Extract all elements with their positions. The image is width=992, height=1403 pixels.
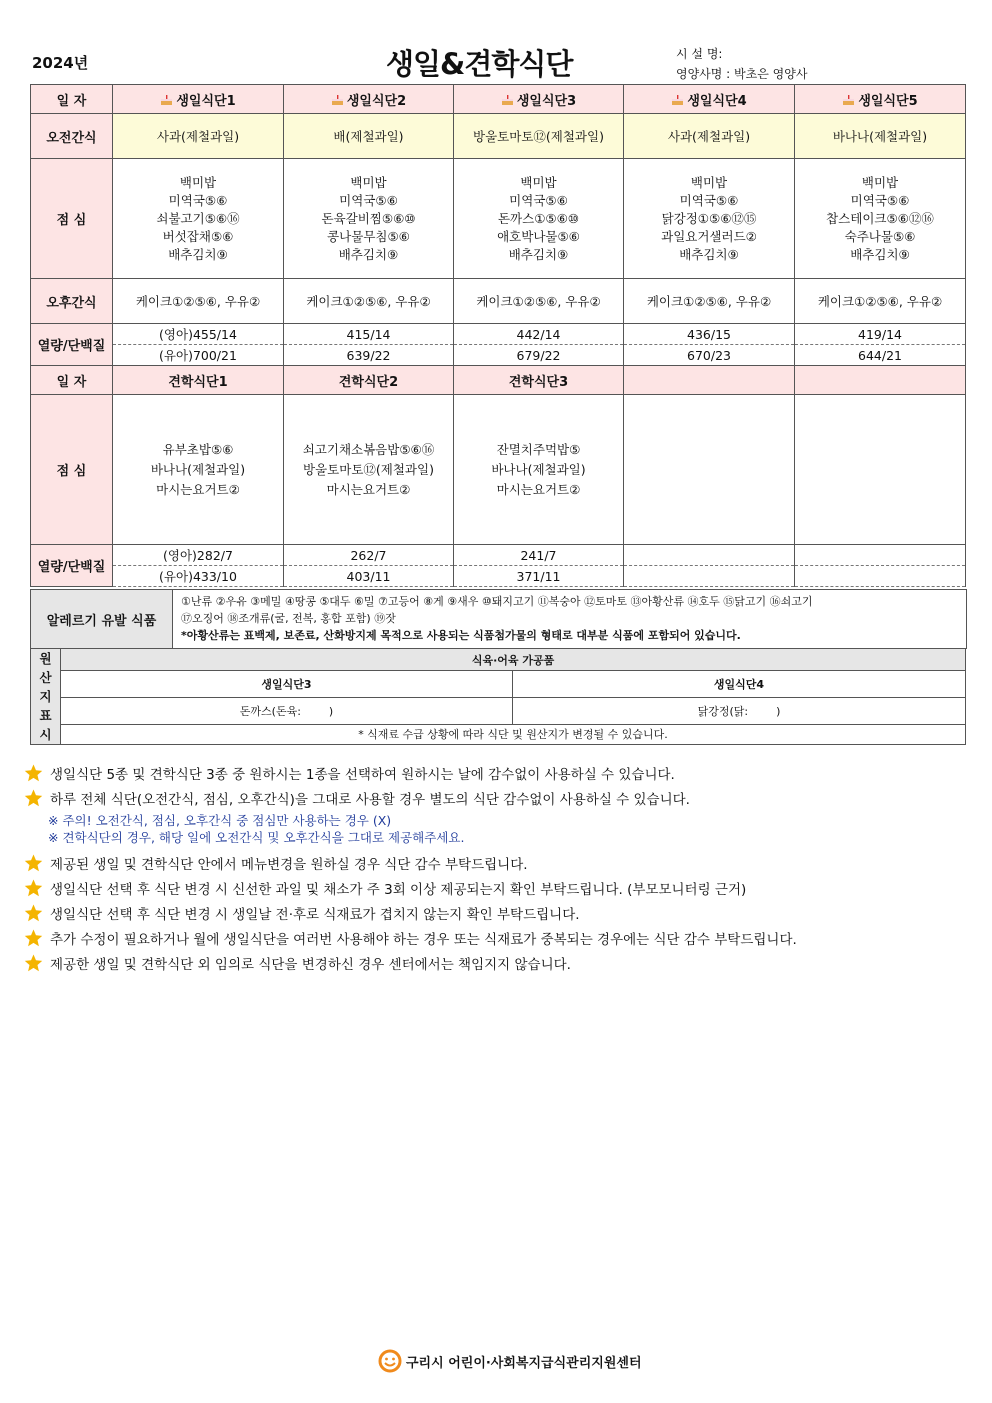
menu-item: 바나나(제철과일): [150, 461, 246, 477]
menu-item: 배추김치⑨: [679, 246, 739, 262]
kcal-cell: 436/15: [624, 324, 795, 345]
facility-name-label: 시 설 명:: [676, 47, 723, 61]
origin-right-title: 생일식단4: [513, 671, 966, 698]
lunch-cell: [795, 159, 966, 279]
allergy-line: ⑰오징어 ⑱조개류(굴, 전복, 홍합 포함) ⑲잣: [181, 612, 396, 625]
menu-item: 찹스테이크⑤⑥⑫⑯: [826, 210, 934, 226]
fieldtrip-col-3: 견학식단3: [454, 366, 624, 395]
lunch-cell: [113, 159, 284, 279]
menu-item: 백미밥: [520, 174, 557, 190]
menu-item: 닭강정①⑤⑥⑫⑮: [661, 210, 757, 226]
pm-snack-cell: 케이크①②⑤⑥, 우유②: [795, 279, 966, 324]
kcal-label: 열량/단백질: [31, 324, 113, 366]
fieldtrip-kcal-infant-row: [31, 545, 966, 566]
birthday-col-3: 생일식단3: [454, 85, 624, 114]
day-label: 일 자: [31, 85, 113, 114]
birthday-col-2: 생일식단2: [284, 85, 454, 114]
origin-item-row: [31, 698, 966, 725]
lunch-cell: [113, 395, 284, 545]
sub-note: ※ 주의! 오전간식, 점심, 오후간식 중 점심만 사용하는 경우 (X): [48, 813, 392, 828]
kcal-cell: 262/7: [284, 545, 454, 566]
menu-item: 버섯잡채⑤⑥: [162, 228, 234, 244]
kcal-cell: 415/14: [284, 324, 454, 345]
menu-item: 콩나물무침⑤⑥: [327, 228, 410, 244]
lunch-cell-empty: [795, 395, 966, 545]
menu-item: 백미밥: [350, 174, 387, 190]
allergy-line: ①난류 ②우유 ③메밀 ④땅콩 ⑤대두 ⑥밀 ⑦고등어 ⑧게 ⑨새우 ⑩돼지고기 ⑪복숭아 ⑫토마토 ⑬아황산류 ⑭호두 ⑮닭고기 ⑯쇠고기: [181, 595, 813, 608]
nutritionist-label: 영양사명 : 박초은 영양사: [676, 67, 808, 81]
pm-snack-cell: 케이크①②⑤⑥, 우유②: [454, 279, 624, 324]
origin-left-item: 돈까스(돈육: ): [61, 698, 513, 725]
menu-item: 돈육갈비찜⑤⑥⑩: [321, 210, 416, 226]
birthday-lunch-row: [31, 159, 966, 279]
menu-item: 마시는요거트②: [496, 481, 581, 497]
menu-item: 미역국⑤⑥: [168, 192, 228, 208]
menu-item: 백미밥: [861, 174, 899, 190]
cake-icon: [501, 95, 514, 106]
note-item: 추가 수정이 필요하거나 월에 생일식단을 여러번 사용해야 하는 경우 또는 식재료가 중복되는 경우에는 식단 감수 부탁드립니다.: [24, 925, 974, 950]
cake-icon: [331, 95, 344, 106]
am-snack-row: [31, 114, 966, 159]
day-label: 일 자: [31, 366, 113, 395]
center-logo-icon: [378, 1349, 402, 1373]
birthday-col-4: 생일식단4: [624, 85, 795, 114]
origin-header-row: [31, 649, 966, 671]
origin-title-row: [31, 671, 966, 698]
menu-item: 유부초밥⑤⑥: [162, 441, 234, 457]
allergy-note: *아황산류는 표백제, 보존료, 산화방지제 목적으로 사용되는 식품첨가물의 형태로 대부분 식품에 포함되어 있습니다.: [181, 629, 741, 642]
fieldtrip-col-1: 견학식단1: [113, 366, 284, 395]
menu-item: 돈까스①⑤⑥⑩: [497, 210, 580, 226]
pm-snack-cell: 케이크①②⑤⑥, 우유②: [284, 279, 454, 324]
origin-side-label: 원 산 지 표 시: [31, 649, 61, 745]
am-snack-cell: 바나나(제철과일): [795, 114, 966, 159]
menu-table: [30, 84, 966, 587]
menu-item: 잔멸치주먹밥⑤: [496, 441, 581, 457]
sub-note: ※ 견학식단의 경우, 해당 일에 오전간식 및 오후간식을 그대로 제공해주세요.: [48, 830, 465, 845]
kcal-cell: 679/22: [454, 345, 624, 366]
note-item: 생일식단 5종 및 견학식단 3종 중 원하시는 1종을 선택하여 원하시는 날에 감수없이 사용하실 수 있습니다.: [24, 760, 974, 785]
menu-item: 쇠고기채소볶음밥⑤⑥⑯: [302, 441, 435, 457]
lunch-label: 점 심: [31, 159, 113, 279]
menu-item: 과일요거샐러드②: [661, 228, 757, 244]
menu-item: 미역국⑤⑥: [509, 192, 568, 208]
lunch-cell: [454, 395, 624, 545]
menu-item: 배추김치⑨: [338, 246, 399, 262]
star-icon: [24, 929, 43, 947]
origin-table: [30, 648, 966, 745]
origin-left-title: 생일식단3: [61, 671, 513, 698]
pm-snack-label: 오후간식: [31, 279, 113, 324]
menu-item: 쇠불고기⑤⑥⑯: [156, 210, 240, 226]
fieldtrip-col-5: [795, 366, 966, 395]
origin-header: 식육·어육 가공품: [61, 649, 966, 671]
menu-item: 마시는요거트②: [156, 481, 240, 497]
kcal-cell: 241/7: [454, 545, 624, 566]
facility-info: [676, 44, 807, 84]
lunch-label: 점 심: [31, 395, 113, 545]
origin-footnote-row: [31, 724, 966, 744]
menu-item: 배추김치⑨: [850, 246, 910, 262]
am-snack-cell: 사과(제철과일): [624, 114, 795, 159]
cake-icon: [842, 95, 855, 106]
kcal-cell: 639/22: [284, 345, 454, 366]
pm-snack-cell: 케이크①②⑤⑥, 우유②: [624, 279, 795, 324]
lunch-cell: [624, 159, 795, 279]
kcal-cell: (유아)433/10: [113, 566, 284, 587]
kcal-cell: 442/14: [454, 324, 624, 345]
kcal-cell: (유아)700/21: [113, 345, 284, 366]
fieldtrip-col-4: [624, 366, 795, 395]
birthday-col-5: 생일식단5: [795, 85, 966, 114]
kcal-cell: 419/14: [795, 324, 966, 345]
menu-item: 백미밥: [179, 174, 217, 190]
kcal-cell: [624, 545, 795, 566]
kcal-cell: [795, 566, 966, 587]
note-item: 하루 전체 식단(오전간식, 점심, 오후간식)을 그대로 사용할 경우 별도의 식단 감수없이 사용하실 수 있습니다.: [24, 785, 974, 810]
birthday-header-row: [31, 85, 966, 114]
kcal-cell: 403/11: [284, 566, 454, 587]
fieldtrip-header-row: [31, 366, 966, 395]
lunch-cell: [284, 395, 454, 545]
menu-item: 숙주나물⑤⑥: [844, 228, 916, 244]
kcal-label: 열량/단백질: [31, 545, 113, 587]
am-snack-cell: 사과(제철과일): [113, 114, 284, 159]
allergy-box: [30, 589, 967, 649]
page-title: 생일&견학식단: [386, 47, 573, 81]
origin-footnote: * 식재료 수급 상황에 따라 식단 및 원산지가 변경될 수 있습니다.: [61, 724, 966, 744]
menu-item: 백미밥: [690, 174, 728, 190]
menu-item: 바나나(제철과일): [491, 461, 586, 477]
kcal-cell: (영아)455/14: [113, 324, 284, 345]
kcal-cell: 371/11: [454, 566, 624, 587]
kcal-infant-row: [31, 324, 966, 345]
star-icon: [24, 764, 43, 782]
fieldtrip-col-2: 견학식단2: [284, 366, 454, 395]
menu-item: 애호박나물⑤⑥: [497, 228, 580, 244]
allergy-label: 알레르기 유발 식품: [31, 590, 173, 648]
menu-item: 배추김치⑨: [168, 246, 228, 262]
am-snack-cell: 배(제철과일): [284, 114, 454, 159]
lunch-cell: [284, 159, 454, 279]
birthday-col-1: 생일식단1: [113, 85, 284, 114]
cake-icon: [160, 95, 173, 106]
cake-icon: [671, 95, 684, 106]
menu-item: 배추김치⑨: [508, 246, 569, 262]
note-item: 생일식단 선택 후 식단 변경 시 신선한 과일 및 채소가 주 3회 이상 제공되는지 확인 부탁드립니다. (부모모니터링 근거): [24, 875, 974, 900]
allergy-list: [181, 593, 961, 644]
kcal-cell: (영아)282/7: [113, 545, 284, 566]
menu-item: 미역국⑤⑥: [679, 192, 739, 208]
note-item: 제공한 생일 및 견학식단 외 임의로 식단을 변경하신 경우 센터에서는 책임지지 않습니다.: [24, 950, 974, 975]
kcal-cell: [795, 545, 966, 566]
kcal-cell: 644/21: [795, 345, 966, 366]
footer: [378, 1349, 642, 1373]
origin-right-item: 닭강정(닭: ): [513, 698, 966, 725]
note-item: 생일식단 선택 후 식단 변경 시 생일날 전·후로 식재료가 겹치지 않는지 확인 부탁드립니다.: [24, 900, 974, 925]
menu-item: 방울토마토⑫(제철과일): [303, 461, 434, 477]
star-icon: [24, 879, 43, 897]
am-snack-cell: 방울토마토⑫(제철과일): [454, 114, 624, 159]
star-icon: [24, 789, 43, 807]
pm-snack-row: [31, 279, 966, 324]
star-icon: [24, 854, 43, 872]
fieldtrip-kcal-toddler-row: [31, 566, 966, 587]
footer-org-name: 구리시 어린이·사회복지급식관리지원센터: [406, 1355, 642, 1371]
notes-list: [24, 760, 974, 975]
star-icon: [24, 904, 43, 922]
note-item: 제공된 생일 및 견학식단 안에서 메뉴변경을 원하실 경우 식단 감수 부탁드립니다.: [24, 850, 974, 875]
lunch-cell-empty: [624, 395, 795, 545]
lunch-cell: [454, 159, 624, 279]
kcal-cell: [624, 566, 795, 587]
am-snack-label: 오전간식: [31, 114, 113, 159]
year-label: 2024년: [32, 54, 89, 72]
star-icon: [24, 954, 43, 972]
kcal-cell: 670/23: [624, 345, 795, 366]
menu-item: 미역국⑤⑥: [850, 192, 910, 208]
fieldtrip-lunch-row: [31, 395, 966, 545]
kcal-toddler-row: [31, 345, 966, 366]
menu-item: 미역국⑤⑥: [339, 192, 398, 208]
pm-snack-cell: 케이크①②⑤⑥, 우유②: [113, 279, 284, 324]
menu-item: 마시는요거트②: [326, 481, 411, 497]
